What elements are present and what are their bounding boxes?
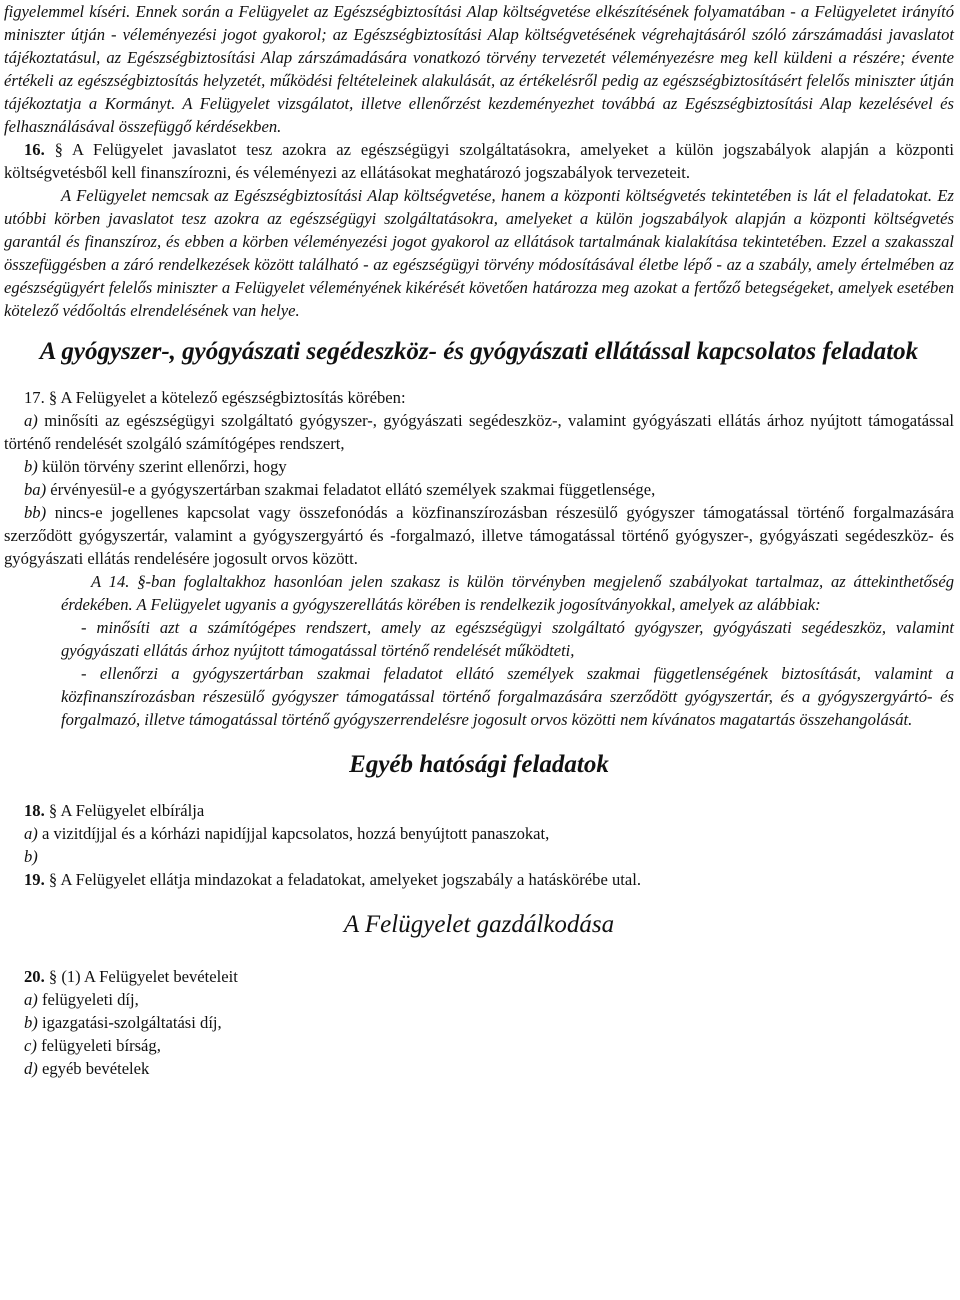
dash-item-text: - ellenőrzi a gyógyszertárban szakmai feladatot ellátó személyek szakmai függetlenségének biztosítását, valamint a közfinanszírozásban részesülő gyógyszer támogatással történő forgalmazására szerződött gyógyszertár, és a gyógyszergyártó- és forgalmazó, illetve támogatással történő gyógyszerrendelésre jogosult orvos közötti nem kívánatos magatartás összehangolását. xyxy=(61,664,954,729)
section-number: 19. xyxy=(24,870,45,889)
section-16-commentary: A Felügyelet nemcsak az Egészségbiztosítási Alap költségvetése, hanem a központi költségvetés tekintetében is lát el feladatokat. Ez utóbbi körben javaslatot tesz azokra az egészségügyi szolgáltatásokra, amelyeket a külön jogszabályok alapján a központi költségvetés garantál és finanszíroz, és ebben a körben véleményezési jogot gyakorol az ellátások tartalmának kialakítása tekintetében. Ezzel a szakasszal összefüggésben a záró rendelkezések között található - az egészségügyi törvény módosításával életbe lépő - az a szabály, amely értelmében az egészségügyért felelős miniszter a Felügyelet véleményének kikérését követően határozza meg azokat a fertőző betegségeket, amelyek esetében kötelező védőoltás elrendelésének van helye. xyxy=(4,186,954,320)
point-text: egyéb bevételek xyxy=(41,1059,150,1078)
heading-other-authority-tasks: Egyéb hatósági feladatok xyxy=(349,751,609,778)
section-16 xyxy=(4,138,954,184)
point-label: a) xyxy=(24,824,38,843)
point-label: a) xyxy=(24,990,38,1009)
section-18-intro xyxy=(4,799,954,822)
point-label: b) xyxy=(24,1013,38,1032)
point-label: ba) xyxy=(24,480,47,499)
section-20-item-a xyxy=(4,988,954,1011)
section-16-text: A Felügyelet javaslatot tesz azokra az egészségügyi szolgáltatásokra, amelyeket a külön jogszabályok alapján a központi költségvetésből kell finanszírozni, és véleményezi az ellátásokat meghatározó jogszabályok tervezeteit. xyxy=(4,140,955,182)
section-19 xyxy=(4,868,954,891)
point-text: a vizitdíjjal és a kórházi napidíjjal kapcsolatos, hozzá benyújtott panaszokat, xyxy=(41,824,550,843)
point-text: nincs-e jogellenes kapcsolat vagy összefonódás a közfinanszírozásban részesülő gyógyszer támogatással történő forgalmazására szerződött gyógyszertár, valamint a gyógyszergyártó és -forgalmazó, illetve támogatással történő gyógyszer-, gyógyászati segédeszköz- és gyógyászati ellátás rendelésére jogosult orvos között. xyxy=(4,503,955,568)
section-18-point-b xyxy=(4,845,954,868)
section-19-text: A Felügyelet ellátja mindazokat a feladatokat, amelyeket jogszabály a hatáskörébe utal. xyxy=(60,870,641,889)
section-sign: § xyxy=(48,801,58,820)
section-sign: § xyxy=(48,870,58,889)
point-label: b) xyxy=(24,457,38,476)
section-number: 20. xyxy=(24,967,45,986)
point-text: igazgatási-szolgáltatási díj, xyxy=(41,1013,222,1032)
section-sign: § xyxy=(54,140,63,159)
point-label: d) xyxy=(24,1059,38,1078)
section-sign: § xyxy=(48,388,58,407)
section-20-intro-text: (1) A Felügyelet bevételeit xyxy=(61,967,238,986)
section-number: 17. xyxy=(24,388,45,407)
point-label: c) xyxy=(24,1036,37,1055)
point-text: külön törvény szerint ellenőrzi, hogy xyxy=(41,457,287,476)
section-number: 16. xyxy=(24,140,45,159)
point-text: minősíti az egészségügyi szolgáltató gyógyszer-, gyógyászati segédeszköz-, valamint gyógyászati ellátás árhoz nyújtott támogatással történő rendelését szolgáló számítógépes rendszert, xyxy=(4,411,954,453)
commentary-text: A 14. §-ban foglaltakhoz hasonlóan jelen szakasz is külön törvényben megjelenő szabályokat tartalmaz, az áttekinthetőség érdekében. A Felügyelet ugyanis a gyógyszerellátás körében is rendelkezik jogosítványokkal, amelyek az alábbiak: xyxy=(61,572,954,614)
heading-finances: A Felügyelet gazdálkodása xyxy=(343,911,615,938)
section-17-point-a xyxy=(4,409,954,455)
section-20-intro xyxy=(4,965,954,988)
paragraph-15-commentary-tail: figyelemmel kíséri. Ennek során a Felügyelet az Egészségbiztosítási Alap költségvetése elkészítésének folyamatában - a Felügyeletet irányító miniszter útján - véleményezési jogot gyakorol; az Egészségbiztosítási Alap költségvetésének végrehajtásáról szóló zárszámadási javaslatot tájékoztatásul, az Egészségbiztosítási Alap zárszámadására vonatkozó törvény tervezetét véleményezésre meg kell küldeni a részére; évente értékeli az egészségbiztosítás helyzetét, működési feltételeinek alakulását, az értékelésről pedig az egészségbiztosításért felelős miniszter útján tájékoztatja a Kormányt. A Felügyelet vizsgálatot, illetve ellenőrzést kezdeményezhet továbbá az Egészségbiztosítási Alap kezelésével és felhasználásával összefüggő kérdésekben. xyxy=(4,2,954,136)
section-18-intro-text: A Felügyelet elbírálja xyxy=(60,801,205,820)
heading-medicine-tasks: A gyógyszer-, gyógyászati segédeszköz- és gyógyászati ellátással kapcsolatos feladatok xyxy=(39,338,919,365)
point-label: b) xyxy=(24,847,38,866)
section-17-intro xyxy=(4,386,954,409)
dash-item-text: - minősíti azt a számítógépes rendszert, amely az egészségügyi szolgáltató gyógyszer, gyógyászati segédeszköz, valamint gyógyászati ellátás árhoz nyújtott támogatással történő rendelését működteti, xyxy=(61,618,954,660)
section-sign: § xyxy=(48,967,58,986)
point-text: felügyeleti díj, xyxy=(41,990,139,1009)
section-20-item-c xyxy=(4,1034,954,1057)
point-text: érvényesül-e a gyógyszertárban szakmai feladatot ellátó személyek szakmai függetlensége, xyxy=(50,480,656,499)
section-20-item-d xyxy=(4,1057,954,1080)
section-17-point-b xyxy=(4,455,954,478)
commentary-dash-1 xyxy=(4,616,954,662)
point-text: felügyeleti bírság, xyxy=(41,1036,161,1055)
section-18-point-a xyxy=(4,822,954,845)
section-17-intro-text: A Felügyelet a kötelező egészségbiztosítás körében: xyxy=(60,388,406,407)
commentary-dash-2 xyxy=(4,662,954,731)
point-label: bb) xyxy=(24,503,47,522)
section-17-point-ba xyxy=(4,478,954,501)
section-17-point-bb xyxy=(4,501,954,570)
section-17-commentary xyxy=(4,570,954,616)
section-20-item-b xyxy=(4,1011,954,1034)
section-number: 18. xyxy=(24,801,45,820)
point-label: a) xyxy=(24,411,38,430)
